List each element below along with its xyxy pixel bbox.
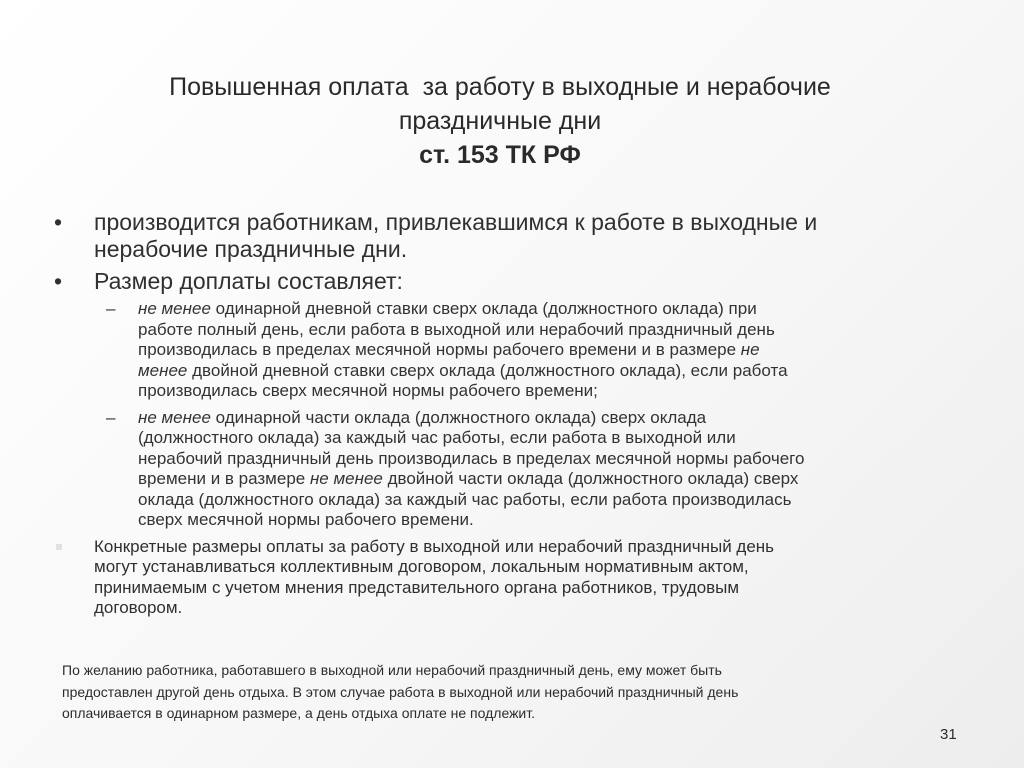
subitem-text: двойной части оклада (должностного оклада) сверх [382, 469, 799, 488]
square-bullet-icon [56, 544, 62, 550]
dash-icon: – [106, 407, 116, 427]
footnote-line-3: оплачивается в одинарном размере, а день отдыха оплате не подлежит. [62, 705, 536, 721]
subitem-text: двойной дневной ставки сверх оклада (должностного оклада), если работа [187, 360, 788, 380]
subitem-text: (должностного оклада) за каждый час работы, если работа в выходной или [138, 428, 736, 447]
footnote-line-1: По желанию работника, работавшего в выходной или нерабочий праздничный день, ему может быть [62, 662, 722, 678]
footnote-line-2: предоставлен другой день отдыха. В этом случае работа в выходной или нерабочий праздничный день [62, 683, 739, 700]
slide-title [90, 70, 910, 172]
bullet-text-line-2: могут устанавливаться коллективным договором, локальным нормативным актом, [94, 557, 749, 576]
subitem-text: одинарной части оклада (должностного оклада) сверх оклада [210, 407, 707, 427]
bullet-text: Размер доплаты составляет: [94, 268, 403, 294]
bullet-dot-icon: • [54, 268, 63, 294]
subitem-text: работе полный день, если работа в выходной или нерабочий праздничный день [138, 319, 775, 339]
dash-icon: – [106, 299, 116, 318]
title-line-1: Повышенная оплата за работу в выходные и нерабочие [169, 73, 831, 101]
subitem-text: одинарной дневной ставки сверх оклада (должностного оклада) при [210, 299, 757, 318]
page-number: 31 [940, 726, 957, 743]
payment-sublist [52, 299, 982, 531]
bullet-text-line-2: нерабочие праздничные дни. [94, 236, 408, 262]
subitem-text: оклада (должностного оклада) за каждый час работы, если работа производилась [138, 489, 792, 509]
emphasis-text: не менее [138, 299, 211, 318]
subitem-text: времени и в размере [138, 469, 310, 488]
subitem-text: сверх месячной нормы рабочего времени. [138, 510, 474, 529]
subitem-text: производилась сверх месячной нормы рабочего времени; [138, 381, 598, 400]
subitem-text: производилась в пределах месячной нормы рабочего времени и в размере [138, 340, 741, 359]
title-line-2: праздничные дни [398, 107, 602, 135]
slide-content [52, 209, 982, 619]
emphasis-text: менее [138, 360, 188, 380]
bullet-item-payment-size [52, 268, 982, 295]
subitem-hourly [106, 407, 982, 531]
bullet-text-line-1: Конкретные размеры оплаты за работу в выходной или нерабочий праздничный день [94, 536, 775, 556]
bullet-dot-icon: • [54, 209, 63, 235]
bullet-text-line-1: производится работникам, привлекавшимся к работе в выходные и [94, 209, 818, 235]
title-law-reference: ст. 153 ТК РФ [419, 141, 581, 169]
emphasis-text: не [740, 340, 760, 359]
subitem-text: нерабочий праздничный день производилась в пределах месячной нормы рабочего [138, 448, 805, 468]
emphasis-text: не менее [309, 469, 383, 488]
bullet-item-specific-amounts [52, 537, 982, 619]
footnote-day-off [62, 660, 932, 725]
emphasis-text: не менее [138, 407, 211, 427]
bullet-text-line-3: принимаемым с учетом мнения представительного органа работников, трудовым [94, 577, 740, 597]
subitem-full-day [106, 299, 982, 402]
bullet-text-line-4: договором. [94, 598, 183, 617]
bullet-item-workers [52, 209, 982, 263]
